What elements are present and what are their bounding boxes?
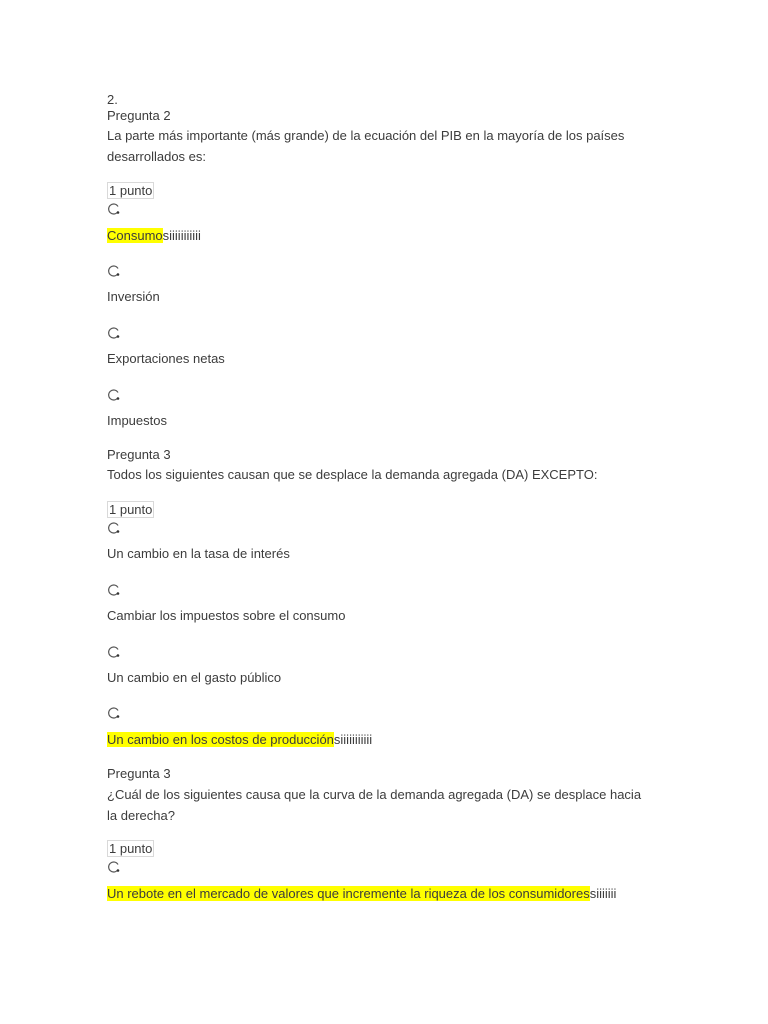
answer-option: Inversión — [107, 289, 160, 304]
radio-icon[interactable] — [108, 389, 120, 401]
points-badge: 1 punto — [109, 502, 153, 517]
points-badge: 1 punto — [109, 183, 153, 198]
points-badge: 1 punto — [109, 841, 153, 856]
answer-option: Exportaciones netas — [107, 351, 225, 366]
answer-option: Cambiar los impuestos sobre el consumo — [107, 608, 346, 623]
radio-icon[interactable] — [108, 861, 120, 873]
question-number: 2. — [107, 92, 118, 107]
radio-icon[interactable] — [108, 584, 120, 596]
answer-option: Un rebote en el mercado de valores que incremente la riqueza de los consumidoressiiiiiii — [107, 886, 617, 901]
question-text: ¿Cuál de los siguientes causa que la curva de la demanda agregada (DA) se desplace hacia la derecha? — [107, 787, 642, 823]
answer-option: Un cambio en los costos de producciónsiiiiiiiiiii — [107, 732, 373, 747]
question-title: Pregunta 3 — [107, 766, 171, 781]
radio-icon[interactable] — [108, 265, 120, 277]
radio-icon[interactable] — [108, 707, 120, 719]
question-title: Pregunta 3 — [107, 447, 171, 462]
question-text: Todos los siguientes causan que se desplace la demanda agregada (DA) EXCEPTO: — [107, 467, 598, 482]
radio-icon[interactable] — [108, 646, 120, 658]
radio-icon[interactable] — [108, 203, 120, 215]
answer-option: Consumosiiiiiiiiiii — [107, 228, 201, 243]
radio-icon[interactable] — [108, 522, 120, 534]
answer-option: Impuestos — [107, 413, 167, 428]
answer-option: Un cambio en la tasa de interés — [107, 546, 290, 561]
radio-icon[interactable] — [108, 327, 120, 339]
question-title: Pregunta 2 — [107, 108, 171, 123]
question-text: La parte más importante (más grande) de la ecuación del PIB en la mayoría de los países desarrollados es: — [107, 128, 625, 164]
answer-option: Un cambio en el gasto público — [107, 670, 282, 685]
